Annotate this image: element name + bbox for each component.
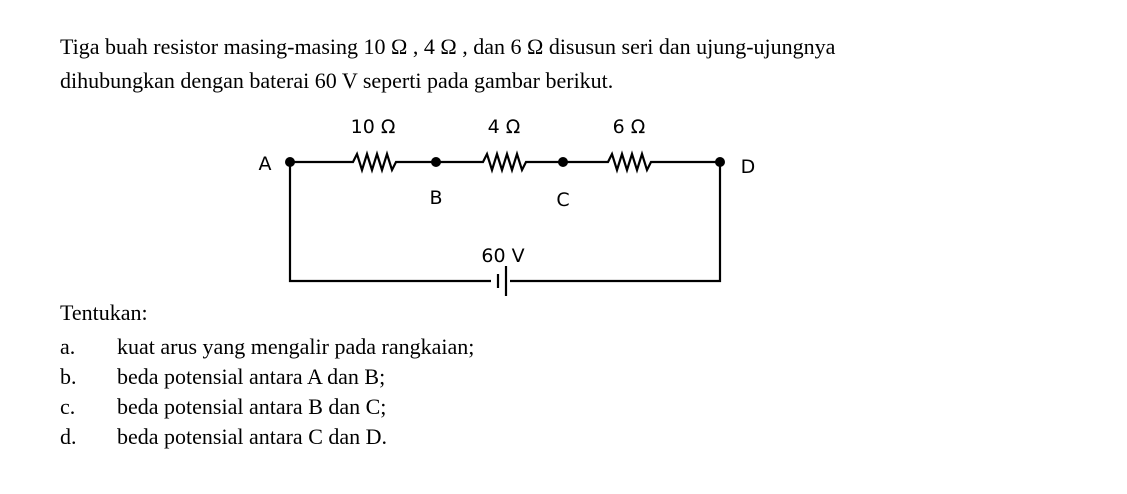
top-wire bbox=[290, 154, 720, 170]
circuit-diagram bbox=[240, 100, 780, 300]
node-label-b: B bbox=[429, 187, 443, 209]
battery-symbol bbox=[498, 266, 506, 296]
intro-line-1: Tiga buah resistor masing-masing 10 Ω , 4 Ω , dan 6 Ω disusun seri dan ujung-ujungnya bbox=[60, 34, 836, 59]
question-marker: d. bbox=[60, 424, 77, 449]
question-item bbox=[60, 422, 474, 452]
resistor-label-10-ohm: 10 Ω bbox=[350, 116, 396, 138]
question-marker: b. bbox=[60, 364, 77, 389]
node-c-dot bbox=[558, 157, 568, 167]
right-wire bbox=[510, 162, 720, 281]
question-text: beda potensial antara A dan B; bbox=[117, 364, 386, 389]
question-text: beda potensial antara B dan C; bbox=[117, 394, 387, 419]
question-item bbox=[60, 362, 474, 392]
battery-label: 60 V bbox=[481, 245, 525, 267]
node-a-dot bbox=[285, 157, 295, 167]
resistor-label-4-ohm: 4 Ω bbox=[487, 116, 521, 138]
question-list bbox=[60, 332, 474, 452]
question-marker: a. bbox=[60, 334, 76, 359]
intro-line-2: dihubungkan dengan baterai 60 V seperti pada gambar berikut. bbox=[60, 68, 614, 93]
node-b-dot bbox=[431, 157, 441, 167]
left-wire bbox=[290, 162, 491, 281]
node-label-d: D bbox=[740, 156, 756, 178]
question-text: beda potensial antara C dan D. bbox=[117, 424, 388, 449]
node-label-a: A bbox=[258, 153, 272, 175]
question-text: kuat arus yang mengalir pada rangkaian; bbox=[117, 334, 475, 359]
question-marker: c. bbox=[60, 394, 76, 419]
question-prompt: Tentukan: bbox=[60, 300, 148, 325]
problem-statement bbox=[60, 30, 1060, 98]
question-item bbox=[60, 392, 474, 422]
question-item bbox=[60, 332, 474, 362]
resistor-label-6-ohm: 6 Ω bbox=[612, 116, 646, 138]
node-label-c: C bbox=[556, 189, 570, 211]
node-d-dot bbox=[715, 157, 725, 167]
